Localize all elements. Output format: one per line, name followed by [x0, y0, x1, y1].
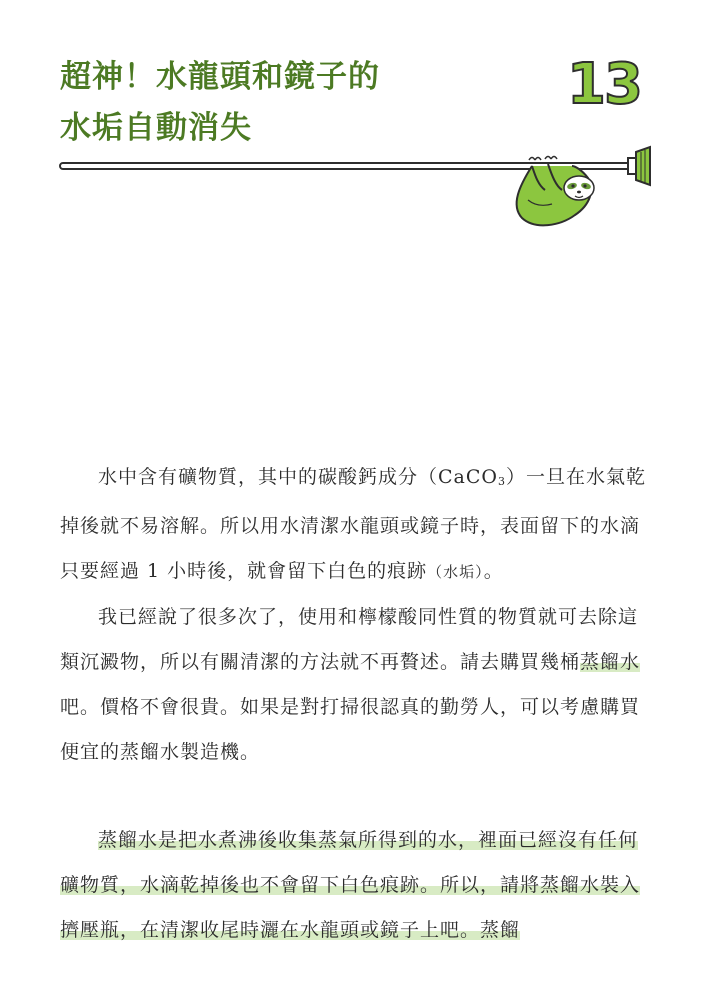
paragraph-1: 水中含有礦物質，其中的碳酸鈣成分（CaCO3）一旦在水氣乾掉後就不易溶解。所以用水清潔水龍頭或鏡子時，表面留下的水滴只要經過 1 小時後，就會留下白色的痕跡（水垢）。: [60, 466, 646, 582]
body-text: [60, 455, 652, 953]
highlight-paragraph-3: 蒸餾水是把水煮沸後收集蒸氣所得到的水，裡面已經沒有任何礦物質，水滴乾掉後也不會留下白色痕跡。所以，請將蒸餾水裝入擠壓瓶，在清潔收尾時灑在水龍頭或鏡子上吧。蒸餾: [60, 829, 641, 941]
broom-bristles: [636, 147, 650, 185]
broom-ferrule: [628, 158, 636, 174]
highlight-distilled-water: 蒸餾水: [580, 651, 641, 673]
paragraph-2: 我已經說了很多次了，使用和檸檬酸同性質的物質就可去除這類沉澱物，所以有關清潔的方法就不再贅述。請去購買幾桶蒸餾水吧。價格不會很貴。如果是對打掃很認真的勤勞人，可以考慮購買便宜的蒸餾水製造機。: [60, 606, 641, 763]
paragraph-3: [60, 818, 652, 953]
title-line-2: 水垢自動消失: [60, 110, 252, 146]
chapter-number: 13: [567, 52, 641, 117]
title-line-1: 超神！水龍頭和鏡子的: [60, 59, 380, 95]
sloth-hanging-on-broom-icon: [0, 0, 711, 240]
